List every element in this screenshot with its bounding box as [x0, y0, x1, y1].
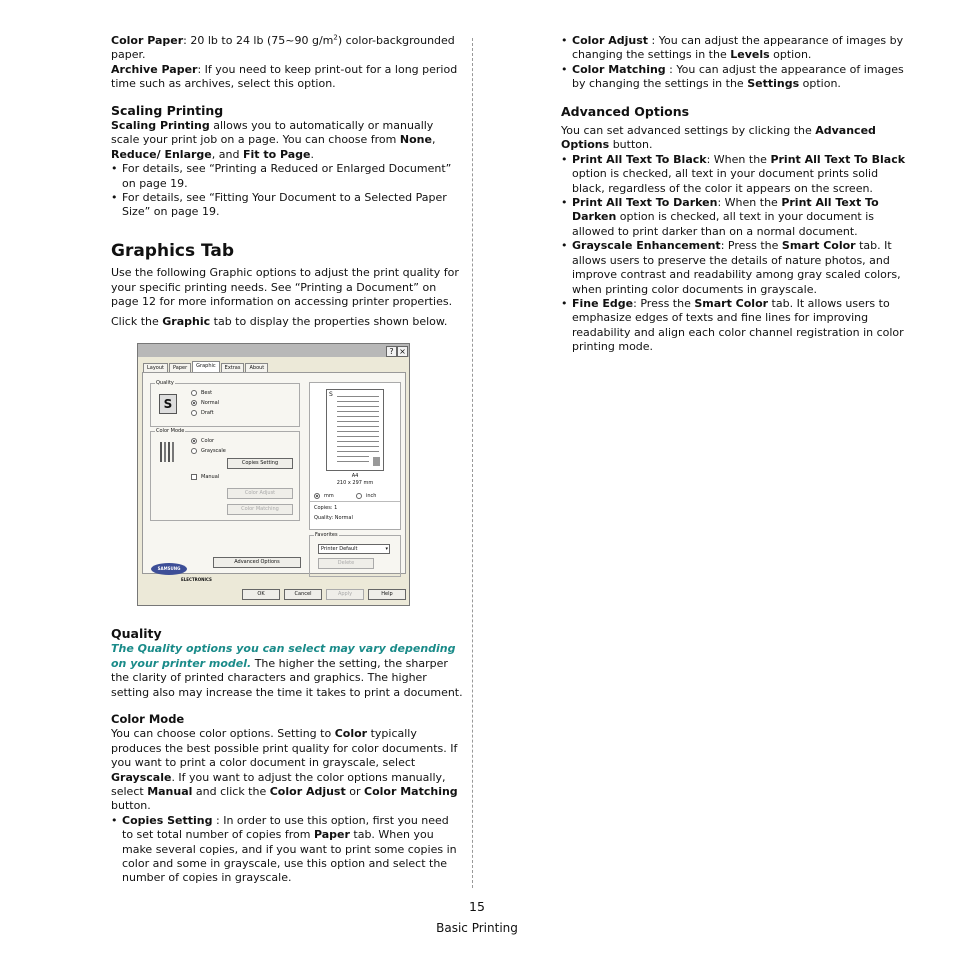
favorites-label: Favorites: [315, 531, 338, 538]
ok-button[interactable]: OK: [242, 589, 280, 600]
quality-heading: Quality: [111, 625, 162, 641]
logo-subtext: ELECTRONICS: [181, 576, 212, 582]
advanced-options-button[interactable]: Advanced Options: [213, 557, 301, 568]
copies-setting-button[interactable]: Copies Setting: [227, 458, 293, 469]
quality-group-label: Quality: [156, 379, 174, 386]
click-instruction: Click the Graphic tab to display the properties shown below.: [111, 314, 448, 328]
advanced-options-list: [561, 153, 911, 355]
unit-mm-radio[interactable]: mm: [314, 493, 334, 499]
scaling-list: [111, 162, 463, 220]
preview-panel: [309, 382, 401, 530]
printer-properties-dialog: [137, 343, 410, 606]
quality-group: [150, 379, 300, 427]
scaling-paragraph: Scaling Printing allows you to automatically or manually scale your print job on a page. You can choose from None, Reduce/ Enlarge, and Fit to Page.: [111, 119, 436, 161]
graphic-panel: [142, 372, 406, 582]
samsung-logo: SAMSUNG: [151, 563, 187, 575]
help-icon[interactable]: ?: [386, 346, 397, 357]
graphics-tab-heading: Graphics Tab: [111, 240, 235, 261]
color-matching-button[interactable]: Color Matching: [227, 504, 293, 515]
favorites-select[interactable]: Printer Default ▾: [318, 544, 390, 554]
right-column: [561, 34, 911, 355]
column-separator: [472, 38, 473, 888]
color-mode-list: [111, 814, 463, 886]
quality-paragraph: The Quality options you can select may vary depending on your printer model. The higher the setting, the sharper the clarity of printed characters and graphics. The higher setting also may increase the time it takes to print a document.: [111, 642, 463, 699]
quality-draft-radio[interactable]: Draft: [191, 410, 214, 416]
tab-paper[interactable]: Paper: [169, 363, 191, 372]
left-column: [111, 34, 463, 886]
list-item: • Color Adjust : You can adjust the appearance of images by changing the settings in the Levels option.: [561, 34, 911, 63]
quality-info: Quality: Normal: [314, 514, 353, 521]
page-number: 15: [469, 899, 485, 914]
color-adjust-button[interactable]: Color Adjust: [227, 488, 293, 499]
color-mode-paragraph: You can choose color options. Setting to Color typically produces the best possible print quality for color documents. If you want to print a color document in grayscale, select Grayscale. If you want to adjust the color options manually, select Manual and click the Color Adjust or Color Matching button.: [111, 727, 458, 813]
graphics-intro: Use the following Graphic options to adjust the print quality for your specific printing needs. See “Printing a Document” on page 12 for more information on accessing printer properties.: [111, 266, 459, 309]
favorites-group: [309, 531, 401, 577]
color-mode-group: [150, 427, 300, 521]
list-item: • Copies Setting : In order to use this option, first you need to set total number of copies from Paper tab. When you make several copies, and if you want to print some copies in color and some in grayscale, use this option and select the number of copies in grayscale.: [111, 814, 463, 886]
tab-about[interactable]: About: [245, 363, 268, 372]
list-item: • Color Matching : You can adjust the appearance of images by changing the settings in the Settings option.: [561, 63, 911, 92]
color-pencils-icon: [159, 442, 175, 462]
color-radio[interactable]: Color: [191, 438, 214, 444]
page-preview: [326, 389, 384, 471]
manual-checkbox[interactable]: Manual: [191, 474, 219, 480]
close-icon[interactable]: ×: [397, 346, 408, 357]
apply-button[interactable]: Apply: [326, 589, 364, 600]
chevron-down-icon: ▾: [385, 545, 388, 552]
advanced-options-heading: Advanced Options: [561, 103, 690, 119]
list-item: • Print All Text To Darken: When the Print All Text To Darken option is checked, all text in your document is allowed to print darker than on a normal document.: [561, 196, 911, 239]
tab-layout[interactable]: Layout: [143, 363, 168, 372]
delete-button[interactable]: Delete: [318, 558, 374, 569]
color-mode-group-label: Color Mode: [156, 427, 185, 434]
color-paper-paragraph: Color Paper: 20 lb to 24 lb (75~90 $g/m^2$) color-backgrounded paper. Archive Paper: If you need to keep print-out for a long period time such as archives, select this option.: [111, 33, 458, 91]
list-item: • For details, see “Fitting Your Document to a Selected Paper Size” on page 19.: [111, 191, 463, 220]
quality-icon: S: [159, 394, 177, 414]
quality-best-radio[interactable]: Best: [191, 390, 212, 396]
footer-title: Basic Printing: [436, 921, 518, 935]
unit-inch-radio[interactable]: inch: [356, 493, 376, 499]
cancel-button[interactable]: Cancel: [284, 589, 322, 600]
copies-info: Copies: 1: [314, 504, 338, 511]
advanced-paragraph: You can set advanced settings by clicking the Advanced Options button.: [561, 124, 876, 152]
dialog-tabs: [143, 363, 269, 372]
list-item: • Grayscale Enhancement: Press the Smart Color tab. It allows users to preserve the details of nature photos, and improve contrast and readability among gray scaled colors, when printing color documents in grayscale.: [561, 239, 911, 297]
scaling-heading: Scaling Printing: [111, 102, 224, 118]
list-item: • Print All Text To Black: When the Print All Text To Black option is checked, all text in your document prints solid black, regardless of the color it appears on the screen.: [561, 153, 911, 196]
paper-size: 210 x 297 mm: [336, 479, 374, 486]
dialog-titlebar: [138, 344, 409, 357]
tab-extras[interactable]: Extras: [221, 363, 245, 372]
grayscale-radio[interactable]: Grayscale: [191, 448, 226, 454]
list-item: • For details, see “Printing a Reduced or Enlarged Document” on page 19.: [111, 162, 463, 191]
preview-letter: S: [329, 390, 333, 398]
tab-graphic[interactable]: Graphic: [192, 361, 219, 372]
color-mode-heading: Color Mode: [111, 711, 185, 726]
list-item: • Fine Edge: Press the Smart Color tab. It allows users to emphasize edges of texts and fine lines for improving readability and align each color channel registration in color printing mode.: [561, 297, 911, 355]
color-options-list: [561, 34, 911, 92]
help-button[interactable]: Help: [368, 589, 406, 600]
paper-name: A4: [351, 472, 359, 479]
quality-normal-radio[interactable]: Normal: [191, 400, 219, 406]
